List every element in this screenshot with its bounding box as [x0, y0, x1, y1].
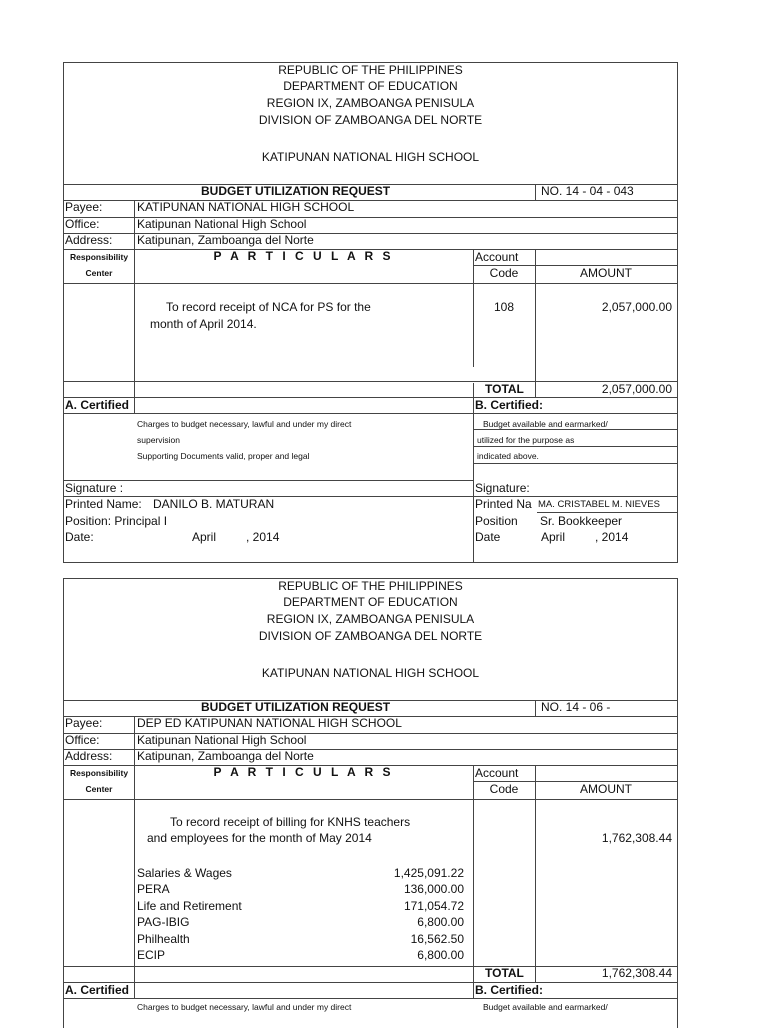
bur-form-2: [63, 578, 678, 1028]
particulars-desc-2: and employees for the month of May 2014: [147, 831, 372, 845]
amount-label: AMOUNT: [580, 266, 632, 280]
printed-name-label-b: Printed Na: [475, 497, 532, 511]
form-number: NO. 14 - 06 -: [541, 700, 611, 714]
line-item-value: 171,054.72: [403, 899, 464, 913]
date-a: April , 2014: [192, 530, 280, 544]
header-line-1: REPUBLIC OF THE PHILIPPINES: [278, 63, 463, 77]
cert-b-line-3: indicated above.: [477, 451, 539, 461]
payee-label: Payee:: [65, 200, 103, 214]
line-item-label: PERA: [137, 882, 170, 896]
header-line-3: REGION IX, ZAMBOANGA PENISULA: [266, 612, 475, 626]
position-b: Sr. Bookkeeper: [540, 514, 623, 528]
school-name: KATIPUNAN NATIONAL HIGH SCHOOL: [261, 150, 480, 164]
cert-b-label: B. Certified:: [475, 398, 544, 412]
line-item-label: Philhealth: [137, 932, 190, 946]
printed-name-label-a: Printed Name:: [65, 497, 142, 511]
payee-label: Payee:: [65, 716, 103, 730]
particulars-desc-1: To record receipt of NCA for PS for the: [166, 300, 371, 314]
office-value: Katipunan National High School: [137, 733, 307, 747]
signature-label-a: Signature :: [65, 481, 124, 495]
position-label-b: Position: [475, 514, 518, 528]
cert-a-line-1: Charges to budget necessary, lawful and under my direct: [137, 1002, 352, 1012]
school-name: KATIPUNAN NATIONAL HIGH SCHOOL: [261, 666, 480, 680]
payee-value: DEP ED KATIPUNAN NATIONAL HIGH SCHOOL: [137, 716, 402, 730]
particulars-desc-2: month of April 2014.: [150, 317, 257, 331]
amount-value: 2,057,000.00: [601, 300, 672, 314]
resp-center-label-2: Center: [85, 268, 113, 278]
header-line-1: REPUBLIC OF THE PHILIPPINES: [278, 579, 463, 593]
resp-center-label-1: Responsibility: [69, 768, 129, 778]
cert-a-line-2: supervision: [137, 435, 180, 445]
cert-a-line-3: Supporting Documents valid, proper and legal: [137, 451, 310, 461]
printed-name-b: MA. CRISTABEL M. NIEVES: [538, 499, 660, 510]
amount-label: AMOUNT: [580, 782, 632, 796]
line-item-label: ECIP: [137, 948, 166, 962]
code-label: Code: [489, 266, 519, 280]
resp-center-label-2: Center: [85, 784, 113, 794]
date-label-b: Date: [475, 530, 501, 544]
address-value: Katipunan, Zamboanga del Norte: [137, 233, 314, 247]
header-line-2: DEPARTMENT OF EDUCATION: [283, 595, 458, 609]
account-label: Account: [475, 766, 519, 780]
particulars-desc-1: To record receipt of billing for KNHS teachers: [170, 815, 411, 829]
printed-name-a: DANILO B. MATURAN: [153, 497, 275, 511]
cert-a-label: A. Certified: [65, 398, 130, 412]
date-b: April , 2014: [541, 530, 629, 544]
header-line-4: DIVISION OF ZAMBOANGA DEL NORTE: [258, 113, 483, 127]
particulars-label: P A R T I C U L A R S: [213, 765, 394, 779]
payee-value: KATIPUNAN NATIONAL HIGH SCHOOL: [137, 200, 355, 214]
line-item-label: PAG-IBIG: [137, 915, 190, 929]
form-number: NO. 14 - 04 - 043: [541, 184, 634, 198]
header-line-3: REGION IX, ZAMBOANGA PENISULA: [266, 96, 475, 110]
particulars-label: P A R T I C U L A R S: [213, 249, 394, 263]
line-item-value: 6,800.00: [417, 915, 464, 929]
address-label: Address:: [65, 749, 113, 763]
office-label: Office:: [65, 217, 100, 231]
line-item-label: Salaries & Wages: [137, 866, 232, 880]
cert-b-line-1: Budget available and earmarked/: [483, 1002, 608, 1012]
cert-a-line-1: Charges to budget necessary, lawful and under my direct: [137, 419, 352, 429]
position-a: Principal I: [114, 514, 168, 528]
total-value: 2,057,000.00: [601, 382, 672, 396]
total-value: 1,762,308.44: [601, 966, 672, 980]
amount-value: 1,762,308.44: [601, 831, 672, 845]
account-code: 108: [493, 300, 515, 314]
address-value: Katipunan, Zamboanga del Norte: [137, 749, 314, 763]
form-title: BUDGET UTILIZATION REQUEST: [201, 184, 391, 198]
form-title: BUDGET UTILIZATION REQUEST: [201, 700, 391, 714]
header-line-2: DEPARTMENT OF EDUCATION: [283, 79, 458, 93]
bur-form-1: [63, 62, 678, 563]
signature-label-b: Signature:: [475, 481, 530, 495]
resp-center-label-1: Responsibility: [69, 252, 129, 262]
code-label: Code: [489, 782, 519, 796]
line-item-value: 6,800.00: [417, 948, 464, 962]
position-label-a: Position: Principal I: [65, 514, 168, 528]
date-label-a: Date:: [65, 530, 94, 544]
line-item-value: 16,562.50: [410, 932, 464, 946]
line-item-value: 136,000.00: [403, 882, 464, 896]
cert-a-label: A. Certified: [65, 983, 130, 997]
account-label: Account: [475, 250, 519, 264]
cert-b-line-2: utilized for the purpose as: [477, 435, 575, 445]
office-label: Office:: [65, 733, 100, 747]
address-label: Address:: [65, 233, 113, 247]
total-label: TOTAL: [485, 382, 524, 396]
total-label: TOTAL: [485, 966, 524, 980]
line-item-value: 1,425,091.22: [393, 866, 464, 880]
line-item-label: Life and Retirement: [137, 899, 242, 913]
cert-b-line-1: Budget available and earmarked/: [483, 419, 608, 429]
cert-b-label: B. Certified:: [475, 983, 544, 997]
header-line-4: DIVISION OF ZAMBOANGA DEL NORTE: [258, 629, 483, 643]
office-value: Katipunan National High School: [137, 217, 307, 231]
